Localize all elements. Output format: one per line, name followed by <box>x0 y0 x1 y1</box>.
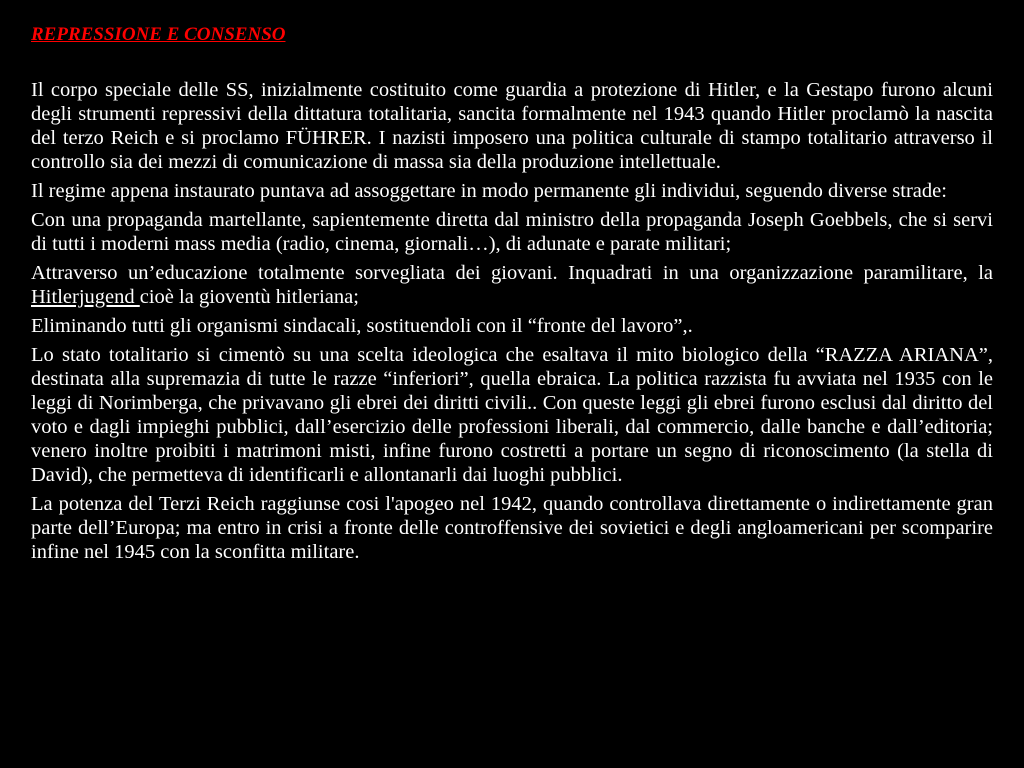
paragraph-racial-laws: Lo stato totalitario si cimentò su una scelta ideologica che esaltava il mito biologico della “RAZZA ARIANA”, destinata alla supremazia di tutte le razze “inferiori”, quella ebraica. La politica razzista fu avviata nel 1935 con le leggi di Norimberga, che privavano gli ebrei dei diritti civili.. Con queste leggi gli ebrei furono esclusi dal diritto del voto e dagli impieghi pubblici, dall’esercizio delle professioni liberali, dal commercio, dalle banche e dall’editoria; venero inoltre proibiti i matrimoni misti, infine furono costretti a portare un segno di riconoscimento (la stella di David), che permetteva di identificarli e allontanarli dai luoghi pubblici. <box>31 344 993 486</box>
paragraph-education <box>31 261 993 309</box>
hitlerjugend-link[interactable]: Hitlerjugend <box>31 286 140 308</box>
paragraph-propaganda: Con una propaganda martellante, sapientemente diretta dal ministro della propaganda Joseph Goebbels, che si servi di tutti i moderni mass media (radio, cinema, giornali…), di adunate e parate militari; <box>31 209 993 255</box>
paragraph-regime: Il regime appena instaurato puntava ad assoggettare in modo permanente gli individui, seguendo diverse strade: <box>31 180 947 202</box>
slide-body <box>31 78 993 564</box>
paragraph-unions: Eliminando tutti gli organismi sindacali, sostituendoli con il “fronte del lavoro”,. <box>31 315 693 337</box>
education-text-before: Attraverso un’educazione totalmente sorvegliata dei giovani. Inquadrati in una organizzazione paramilitare, la <box>31 262 993 284</box>
slide <box>31 22 993 564</box>
slide-title: REPRESSIONE E CONSENSO <box>31 24 286 45</box>
paragraph-intro: Il corpo speciale delle SS, inizialmente costituito come guardia a protezione di Hitler, e la Gestapo furono alcuni degli strumenti repressivi della dittatura totalitaria, sancita formalmente nel 1943 quando Hitler proclamò la nascita del terzo Reich e si proclamo FÜHRER. I nazisti imposero una politica culturale di stampo totalitario attraverso il controllo sia dei mezzi di comunicazione di massa sia della produzione intellettuale. <box>31 79 993 173</box>
education-text-after: cioè la gioventù hitleriana; <box>139 286 359 308</box>
paragraph-conclusion: La potenza del Terzi Reich raggiunse cosi l'apogeo nel 1942, quando controllava direttamente o indirettamente gran parte dell’Europa; ma entro in crisi a fronte delle controffensive dei sovietici e degli angloamericani per scomparire infine nel 1945 con la sconfitta militare. <box>31 493 993 563</box>
